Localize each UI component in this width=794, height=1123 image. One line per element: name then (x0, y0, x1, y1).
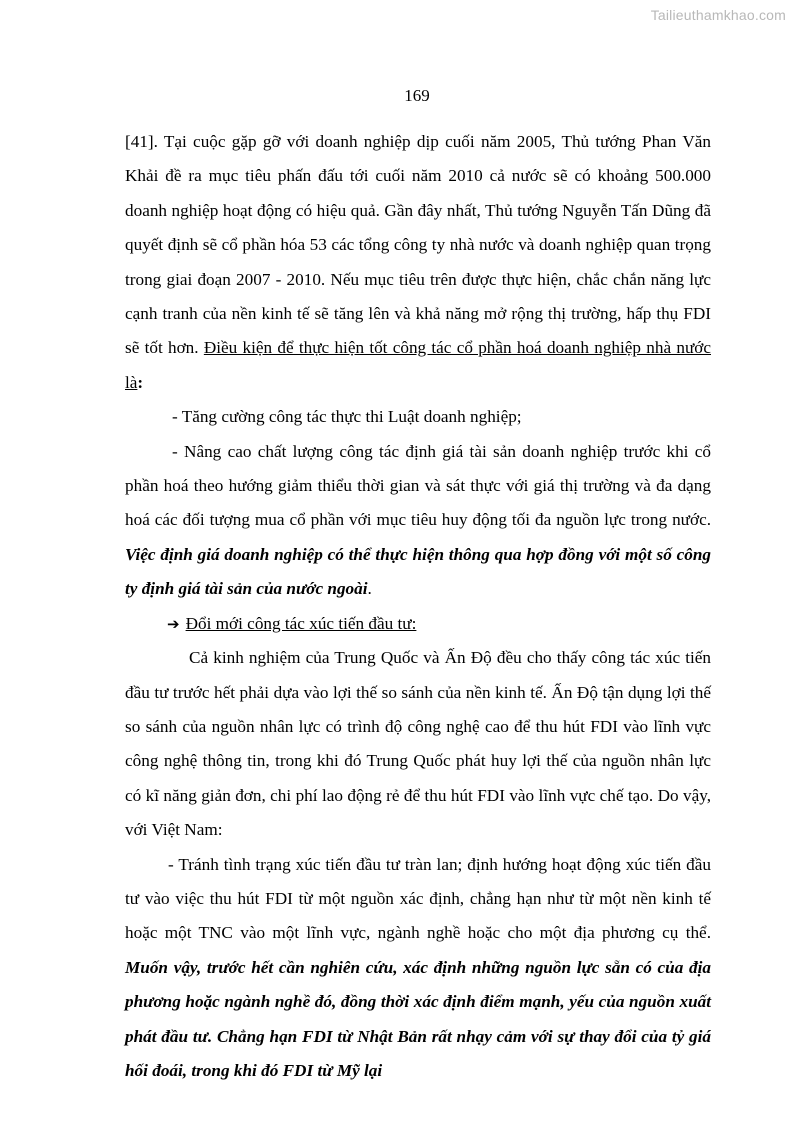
section-heading-text: Đổi mới công tác xúc tiến đầu tư: (185, 613, 417, 633)
paragraph-1-underlined-heading: Điều kiện để thực hiện tốt công tác cổ phần hoá doanh nghiệp nhà nước là (125, 338, 711, 392)
paragraph-3-list-item (125, 435, 711, 607)
paragraph-6-text: - Tránh tình trạng xúc tiến đầu tư tràn lan; định hướng hoạt động xúc tiến đầu tư vào việc thu hút FDI từ một nguồn xác định, chẳng hạn như từ một nền kinh tế hoặc một TNC vào một lĩnh vực, ngành nghề hoặc cho một địa phương cụ thể. (125, 854, 711, 943)
paragraph-1-colon: : (137, 372, 144, 392)
paragraph-2-list-item (125, 400, 711, 434)
right-arrow-icon: ➔ (167, 614, 180, 633)
paragraph-3-end: . (367, 579, 372, 599)
paragraph-5 (125, 641, 711, 847)
section-heading (125, 607, 711, 641)
watermark-text: Tailieuthamkhao.com (650, 7, 786, 23)
page-number: 169 (404, 86, 430, 105)
paragraph-5-text: Cả kinh nghiệm của Trung Quốc và Ấn Độ đều cho thấy công tác xúc tiến đầu tư trước hết phải dựa vào lợi thế so sánh của nền kinh tế. Ấn Độ tận dụng lợi thế so sánh của nguồn nhân lực có trình độ công nghệ cao để thu hút FDI vào lĩnh vực công nghệ thông tin, trong khi đó Trung Quốc phát huy lợi thế của nguồn nhân lực có kĩ năng giản đơn, chi phí lao động rẻ để thu hút FDI vào lĩnh vực chế tạo. Do vậy, với Việt Nam: (125, 648, 711, 840)
paragraph-3-text: - Nâng cao chất lượng công tác định giá tài sản doanh nghiệp trước khi cổ phần hoá theo hướng giảm thiểu thời gian và sát thực với giá thị trường và đa dạng hoá các đối tượng mua cổ phần với mục tiêu huy động tối đa nguồn lực trong nước. (125, 441, 711, 530)
paragraph-2-text: - Tăng cường công tác thực thi Luật doanh nghiệp; (172, 407, 522, 427)
paragraph-1 (125, 125, 711, 400)
paragraph-6-list-item (125, 848, 711, 1089)
paragraph-3-emphasis: Việc định giá doanh nghiệp có thể thực hiện thông qua hợp đồng với một số công ty định giá tài sản của nước ngoài (125, 544, 711, 599)
document-body (125, 125, 711, 1088)
paragraph-1-text: [41]. Tại cuộc gặp gỡ với doanh nghiệp dịp cuối năm 2005, Thủ tướng Phan Văn Khải đề ra mục tiêu phấn đấu tới cuối năm 2010 cả nước sẽ có khoảng 500.000 doanh nghiệp hoạt động có hiệu quả. Gần đây nhất, Thủ tướng Nguyễn Tấn Dũng đã quyết định sẽ cổ phần hóa 53 các tổng công ty nhà nước và doanh nghiệp quan trọng trong giai đoạn 2007 - 2010. Nếu mục tiêu trên được thực hiện, chắc chắn năng lực cạnh tranh của nền kinh tế sẽ tăng lên và khả năng mở rộng thị trường, hấp thụ FDI sẽ tốt hơn. (125, 132, 711, 358)
paragraph-6-emphasis: Muốn vậy, trước hết cần nghiên cứu, xác định những nguồn lực sẵn có của địa phương hoặc ngành nghề đó, đồng thời xác định điểm mạnh, yếu của nguồn xuất phát đầu tư. Chẳng hạn FDI từ Nhật Bản rất nhạy cảm với sự thay đổi của tỷ giá hối đoái, trong khi đó FDI từ Mỹ lại (125, 957, 711, 1080)
